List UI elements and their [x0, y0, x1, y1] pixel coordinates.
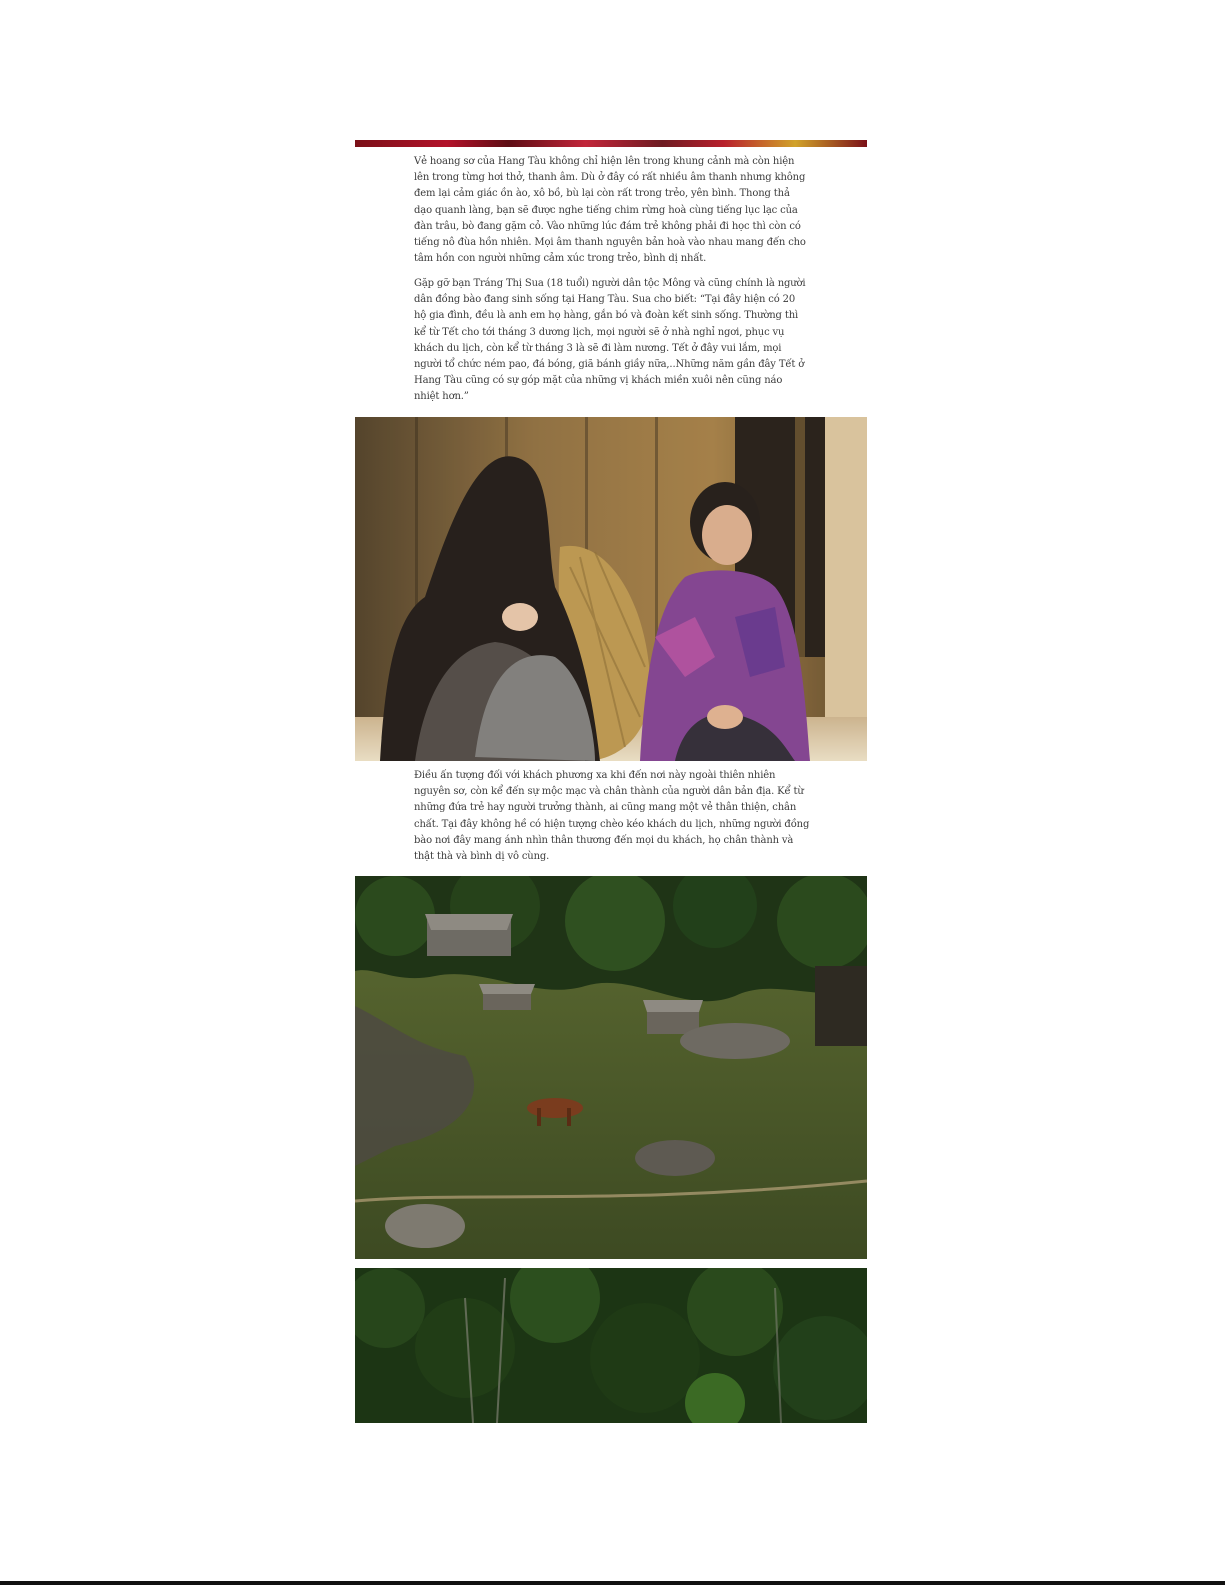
- village-meadow-photo: [355, 876, 867, 1259]
- banner-photo-strip: [355, 140, 867, 147]
- forest-photo: [355, 1268, 867, 1423]
- paragraph-hoang-so: Vẻ hoang sơ của Hang Tàu không chỉ hiện lên trong khung cảnh mà còn hiện lên trong từng hơi thở, thanh âm. Dù ở đây có rất nhiều âm thanh nhưng không đem lại cảm giác ồn ào, xô bồ, bù lại còn rất trong trẻo, yên bình. Thong thả dạo quanh làng, bạn sẽ được nghe tiếng chim rừng hoà cùng tiếng lục lạc của đàn trâu, bò đang gặm cỏ. Vào những lúc đám trẻ không phải đi học thì còn có tiếng nô đùa hồn nhiên. Mọi âm thanh nguyên bản hoà vào nhau mang đến cho tâm hồn con người những cảm xúc trong trẻo, bình dị nhất.: [414, 156, 806, 265]
- two-girls-photo: [355, 417, 867, 761]
- bottom-rule: [0, 1581, 1225, 1585]
- paragraph-an-tuong: Điều ấn tượng đối với khách phương xa khi đến nơi này ngoài thiên nhiên nguyên sơ, còn kể đến sự mộc mạc và chân thành của người dân bản địa. Kể từ những đứa trẻ hay người trưởng thành, ai cũng mang một vẻ thân thiện, chân chất. Tại đây không hề có hiện tượng chèo kéo khách du lịch, những người đồng bào nơi đây mang ánh nhìn thân thương đến mọi du khách, họ chân thành và thật thà và bình dị vô cùng.: [414, 770, 810, 863]
- paragraph-trang-thi-sua: Gặp gỡ bạn Tráng Thị Sua (18 tuổi) người dân tộc Mông và cũng chính là người dân đồng bào đang sinh sống tại Hang Tàu. Sua cho biết: “Tại đây hiện có 20 hộ gia đình, đều là anh em họ hàng, gắn bó và đoàn kết sinh sống. Thường thì kể từ Tết cho tới tháng 3 dương lịch, mọi người sẽ ở nhà nghỉ ngơi, phục vụ khách du lịch, còn kể từ tháng 3 là sẽ đi làm nương. Tết ở đây vui lắm, mọi người tổ chức ném pao, đá bóng, giã bánh giầy nữa,..Những năm gần đây Tết ở Hang Tàu cũng có sự góp mặt của những vị khách miền xuôi nên cũng náo nhiệt hơn.”: [414, 278, 806, 403]
